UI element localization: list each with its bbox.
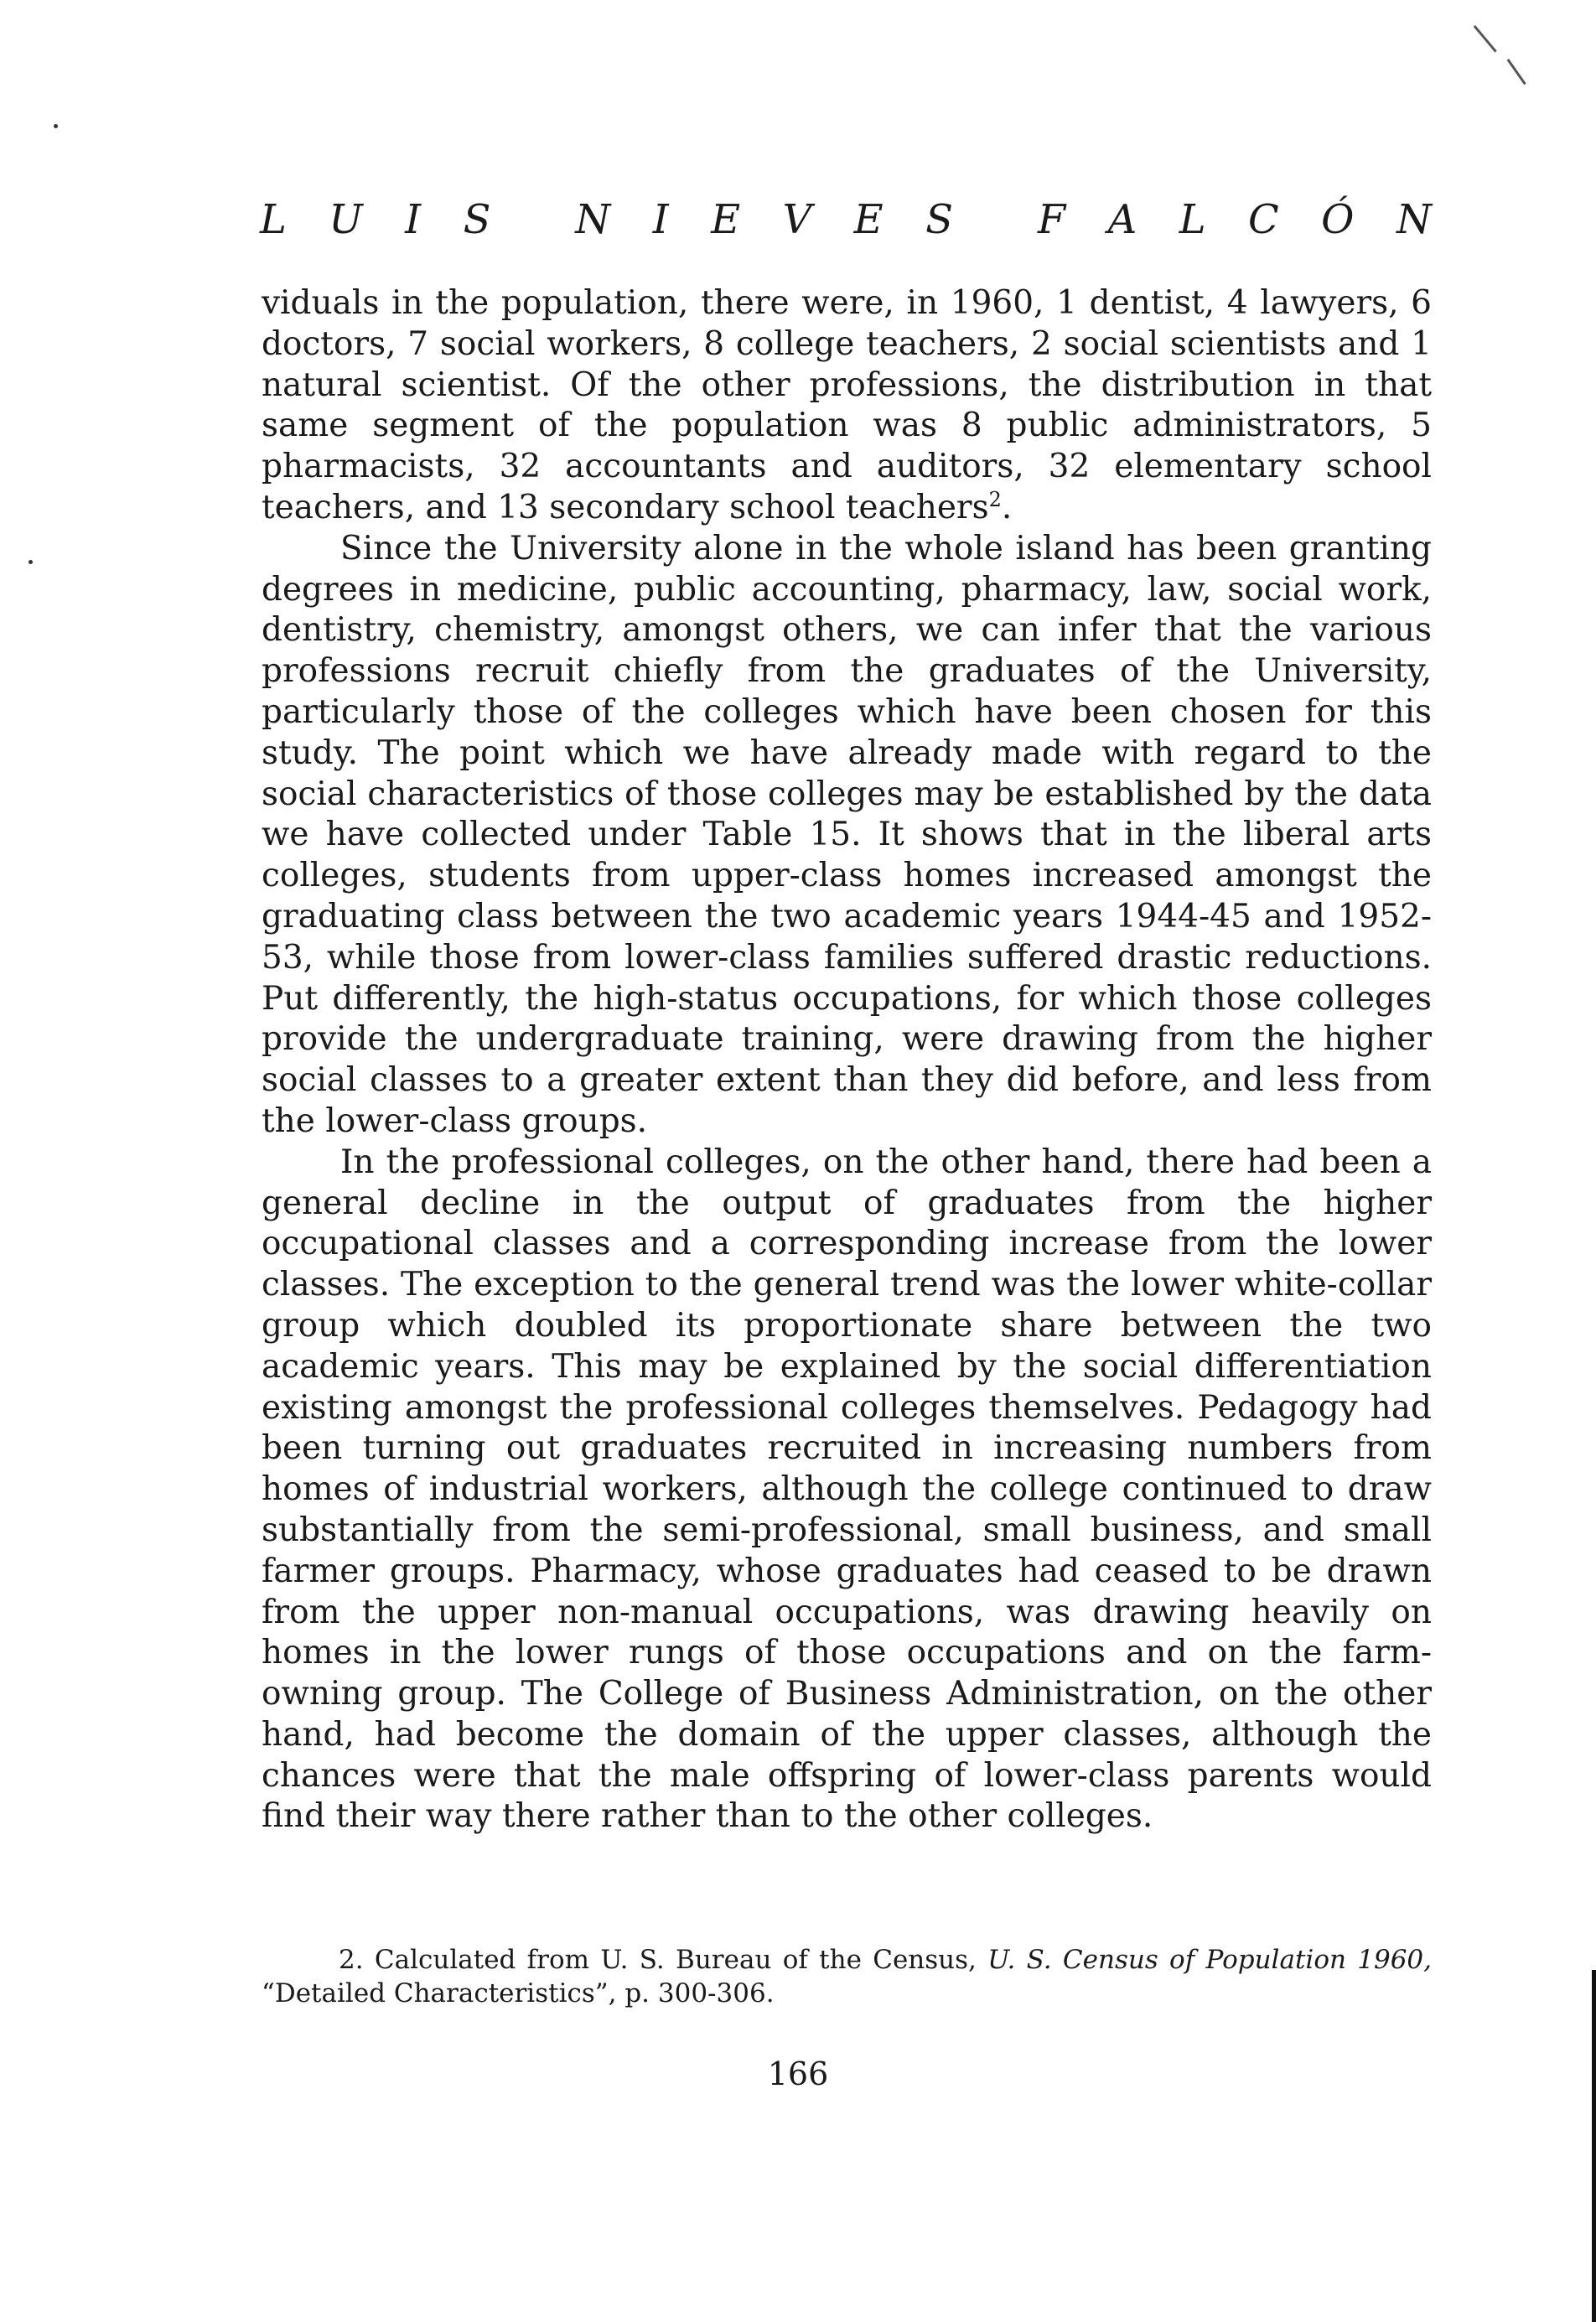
running-head-letter: L — [1179, 196, 1206, 243]
paragraph-2: Since the University alone in the whole island has been granting degrees in medicine, public accounting, pharmacy, law, social work, dentistry, chemistry, amongst others, we can infer that the various professions recruit chiefly from the graduates of the University, particularly those of the colleges which have been chosen for this study. The point which we have already made with regard to the social characteristics of those colleges may be established by the data we have collected under Table 15. It shows that in the liberal arts colleges, students from upper-class homes increased amongst the graduating class between the two academic years 1944-45 and 1952-53, while those from lower-class families suffered drastic reductions. Put differently, the high-status occupations, for which those colleges provide the undergraduate training, were drawing from the higher social classes to a greater extent than they did before, and less from the lower-class groups. — [262, 529, 1432, 1140]
running-head — [260, 194, 1432, 245]
running-head-letter: E — [711, 196, 741, 243]
scan-edge-shadow — [1592, 1970, 1596, 2322]
paragraph-3: In the professional colleges, on the other hand, there had been a general decline in the output of graduates from the higher occupational classes and a corresponding increase from the lower classes. The exception to the general trend was the lower white-collar group which doubled its proportionate share between the two academic years. This may be explained by the social differentiation existing amongst the professional colleges themselves. Pedagogy had been turning out graduates recruited in increasing numbers from homes of industrial workers, although the college continued to draw substantially from the semi-professional, small business, and small farmer groups. Pharmacy, whose graduates had ceased to be drawn from the upper non-manual occupations, was drawing heavily on homes in the lower rungs of those occupations and on the farm-owning group. The College of Business Administration, on the other hand, had become the domain of the upper classes, although the chances were that the male offspring of lower-class parents would find their way there rather than to the other colleges. — [262, 1143, 1432, 1836]
body-text — [262, 283, 1432, 1837]
footnote-number: 2. — [339, 1945, 364, 1975]
scan-speck — [28, 560, 33, 564]
footnote-text-before: Calculated from U. S. Bureau of the Census, — [374, 1945, 977, 1975]
page-number: 166 — [767, 2055, 829, 2092]
scan-speck — [54, 124, 58, 128]
running-head-letter: L — [260, 196, 287, 243]
paragraph-1 — [262, 283, 1432, 529]
running-head-letter: F — [1037, 196, 1066, 243]
footnote-text-after: “Detailed Characteristics”, p. 300-306. — [262, 1978, 775, 2008]
footnote-source-title: U. S. Census of Population 1960, — [987, 1945, 1433, 1975]
running-head-letter: C — [1248, 196, 1279, 243]
paragraph-1-end: . — [1001, 488, 1013, 526]
running-head-letter: U — [329, 196, 363, 243]
footnote — [262, 1943, 1432, 2010]
scan-mark — [1507, 59, 1526, 85]
paragraph-1-text: viduals in the population, there were, in 1960, 1 dentist, 4 lawyers, 6 doctors, 7 social workers, 8 college teachers, 2 social scientists and 1 natural scientist. Of the other professions, the distribution in that same segment of the population was 8 public administrators, 5 pharmacists, 32 accountants and auditors, 32 elementary school teachers, and 13 secondary school teachers — [262, 284, 1432, 526]
running-head-letter: A — [1107, 196, 1137, 243]
running-head-letter: Ó — [1321, 196, 1355, 243]
running-head-letter: N — [1396, 196, 1432, 243]
running-head-letter: S — [463, 196, 491, 243]
running-head-letter: V — [782, 196, 812, 243]
running-head-letter: N — [575, 196, 611, 243]
running-head-letter: I — [405, 196, 422, 243]
footnote-reference: 2 — [988, 487, 1002, 511]
running-head-letter: I — [652, 196, 669, 243]
running-head-letter: S — [925, 196, 954, 243]
running-head-letter: E — [853, 196, 884, 243]
scan-mark — [1474, 25, 1497, 53]
